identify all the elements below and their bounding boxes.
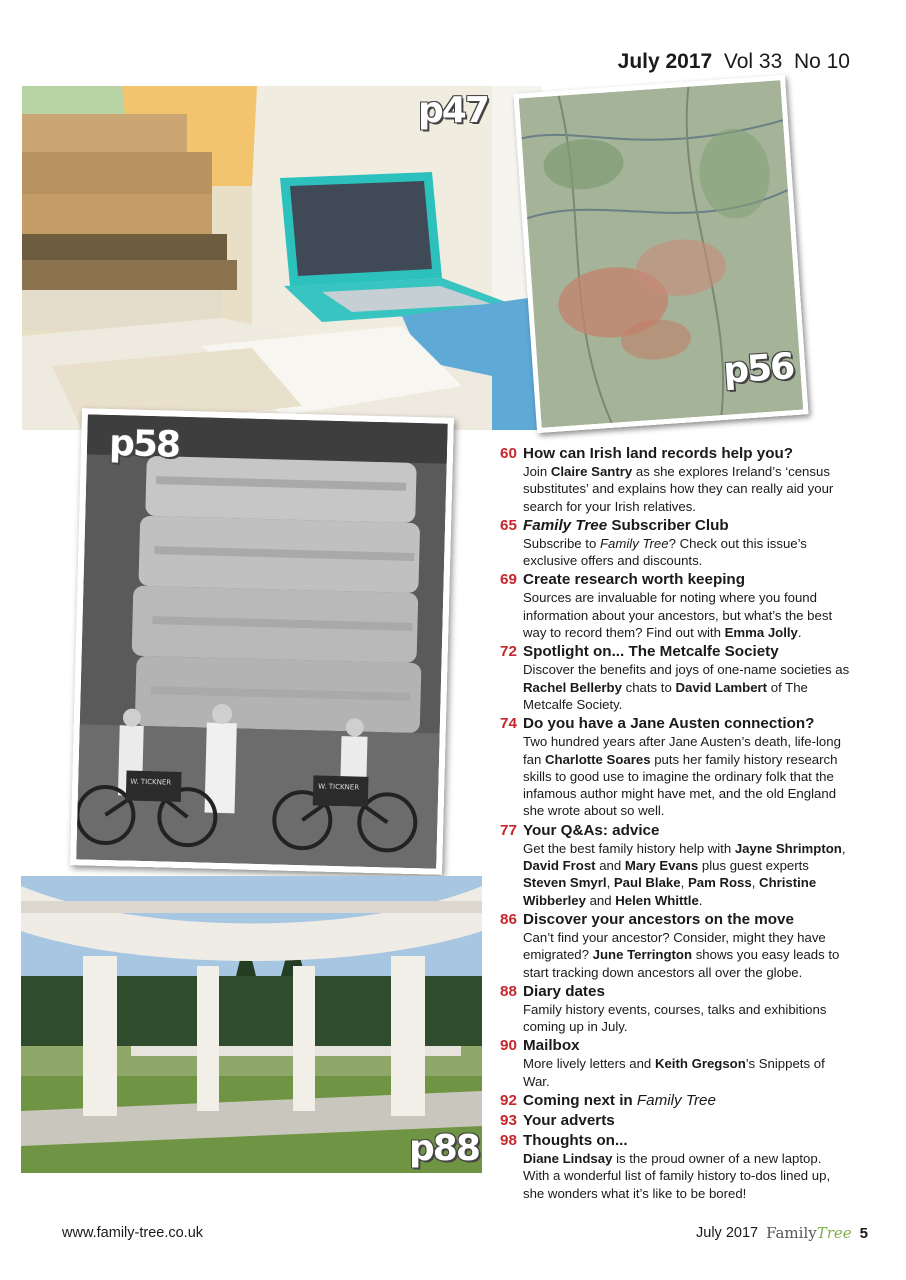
page-number-ref: 88 (500, 982, 517, 1000)
contents-entry-description: Subscribe to Family Tree? Check out this issue’s exclusive offers and discounts. (523, 535, 807, 569)
contents-entry-title: 93 Your adverts (500, 1112, 615, 1130)
page-number-ref: 65 (500, 516, 517, 534)
contents-entry-description: Get the best family history help with Jayne Shrimpton, David Frost and Mary Evans plus guest experts Steven Smyrl, Paul Blake, Pam Ross, Christine Wibberley and Helen Whittle. (523, 840, 846, 908)
page-number-ref: 93 (500, 1112, 517, 1130)
desk-photo-page-label: p47 (418, 90, 488, 131)
page-number-ref: 98 (500, 1132, 517, 1150)
desk-photo-scene (22, 86, 542, 430)
memorial-photo (21, 876, 482, 1173)
map-photo (513, 75, 808, 433)
memorial-photo-page-label: p88 (409, 1128, 479, 1169)
contents-entry[interactable] (500, 982, 850, 1036)
contents-entry-title: 92 Coming next in Family Tree (500, 1092, 716, 1110)
contributor-name: Christine Wibberley (523, 875, 817, 908)
contributor-name: Paul Blake (613, 875, 681, 891)
contributor-name: Jayne Shrimpton (734, 840, 842, 856)
bicycle-sign-left: W. TICKNER (130, 777, 172, 787)
contributor-name: Keith Gregson (654, 1056, 746, 1072)
contributor-name: Mary Evans (624, 858, 699, 874)
issue-date: July 2017 (617, 50, 713, 73)
shop-photo-page-label: p58 (108, 422, 180, 466)
issue-number: No 10 (793, 50, 850, 73)
contents-entry-title: 88 Diary dates (500, 982, 605, 1000)
page-number-ref: 72 (500, 643, 517, 661)
contributor-name: David Lambert (675, 679, 768, 695)
contents-entry-description: Family history events, courses, talks and exhibitions coming up in July. (523, 1001, 827, 1035)
contents-entry-description: More lively letters and Keith Gregson’s Snippets of War. (523, 1056, 825, 1089)
page-number-ref: 74 (500, 715, 517, 733)
contents-entry-title: 98 Thoughts on... (500, 1132, 628, 1150)
contents-entry-title: 72 Spotlight on... The Metcalfe Society (500, 643, 779, 661)
contents-entry[interactable] (500, 570, 850, 641)
contents-entry[interactable] (500, 516, 850, 570)
page-number-ref: 92 (500, 1092, 517, 1110)
contents-entry[interactable] (500, 714, 850, 819)
issue-volume: Vol 33 (723, 50, 783, 73)
footer-date: July 2017 (696, 1225, 759, 1241)
shop-photo (70, 408, 454, 875)
page-number-ref: 90 (500, 1037, 517, 1055)
contents-entry[interactable] (500, 821, 850, 909)
contributor-name: Charlotte Soares (545, 751, 651, 767)
contents-entry-title: 77 Your Q&As: advice (500, 821, 660, 839)
contents-entry-description: Can’t find your ancestor? Consider, might they have emigrated? June Terrington shows you easy leads to start tracking down ancestors all over the globe. (523, 929, 840, 980)
contents-entry-title: 86 Discover your ancestors on the move (500, 910, 794, 928)
contents-entry-title: 60 How can Irish land records help you? (500, 445, 794, 462)
page-number-ref: 86 (500, 910, 517, 928)
website-url[interactable]: www.family-tree.co.uk (62, 1225, 204, 1241)
contents-entry-description: Two hundred years after Jane Austen’s death, life-long fan Charlotte Soares puts her family history research skills to good use to imagine the ordinary folk that the infamous author might have met, and the old England she wrote about so well. (523, 734, 841, 819)
page-number-ref: 60 (500, 445, 517, 462)
contributor-name: Steven Smyrl (523, 875, 607, 891)
contributor-name: Pam Ross (687, 875, 752, 891)
contents-entry-description: Join Claire Santry as she explores Ireland’s ‘census substitutes’ and explains how they can really aid your search for your Irish relatives. (523, 464, 834, 514)
issue-info (618, 50, 850, 74)
contributor-name: Claire Santry (550, 464, 633, 479)
contents-entry-title: 65 Family Tree Subscriber Club (500, 516, 729, 534)
map-photo-page-label: p56 (721, 346, 795, 392)
contents-entry-description: Sources are invaluable for noting where you found information about your ancestors, but what’s the best way to record them? Find out with Emma Jolly. (523, 590, 833, 641)
desk-photo (22, 86, 542, 430)
magazine-logo: FamilyTree (766, 1224, 852, 1242)
contents-entry[interactable] (500, 1091, 850, 1110)
contents-entry[interactable] (500, 444, 850, 515)
contents-entry-title: 90 Mailbox (500, 1037, 580, 1055)
contributor-name: June Terrington (592, 947, 693, 963)
contributor-name: Diane Lindsay (523, 1151, 613, 1167)
contents-entry[interactable] (500, 1036, 850, 1090)
shop-photo-scene (76, 414, 448, 868)
contents-entry[interactable] (500, 1111, 850, 1130)
page-number: 5 (859, 1224, 868, 1242)
contents-entry-title: 69 Create research worth keeping (500, 571, 745, 589)
contents-entry[interactable] (500, 910, 850, 981)
contents-entry[interactable] (500, 642, 850, 713)
contents-entry-description: Discover the benefits and joys of one-name societies as Rachel Bellerby chats to David Lambert of The Metcalfe Society. (523, 662, 850, 712)
contents-list (500, 444, 850, 1203)
contents-entry[interactable] (500, 1131, 850, 1202)
bicycle-sign-right: W. TICKNER (318, 782, 360, 792)
page-footer (696, 1224, 868, 1242)
contributor-name: Emma Jolly (724, 625, 798, 641)
contents-entry-title: 74 Do you have a Jane Austen connection? (500, 715, 815, 733)
page-number-ref: 77 (500, 821, 517, 839)
page-number-ref: 69 (500, 571, 517, 589)
contributor-name: Helen Whittle (615, 892, 699, 908)
contributor-name: David Frost (523, 858, 596, 874)
contributor-name: Rachel Bellerby (523, 679, 622, 695)
contents-entry-description: Diane Lindsay is the proud owner of a new laptop. With a wonderful list of family history to-dos lined up, she wonders what it’s like to be bored! (523, 1151, 831, 1201)
